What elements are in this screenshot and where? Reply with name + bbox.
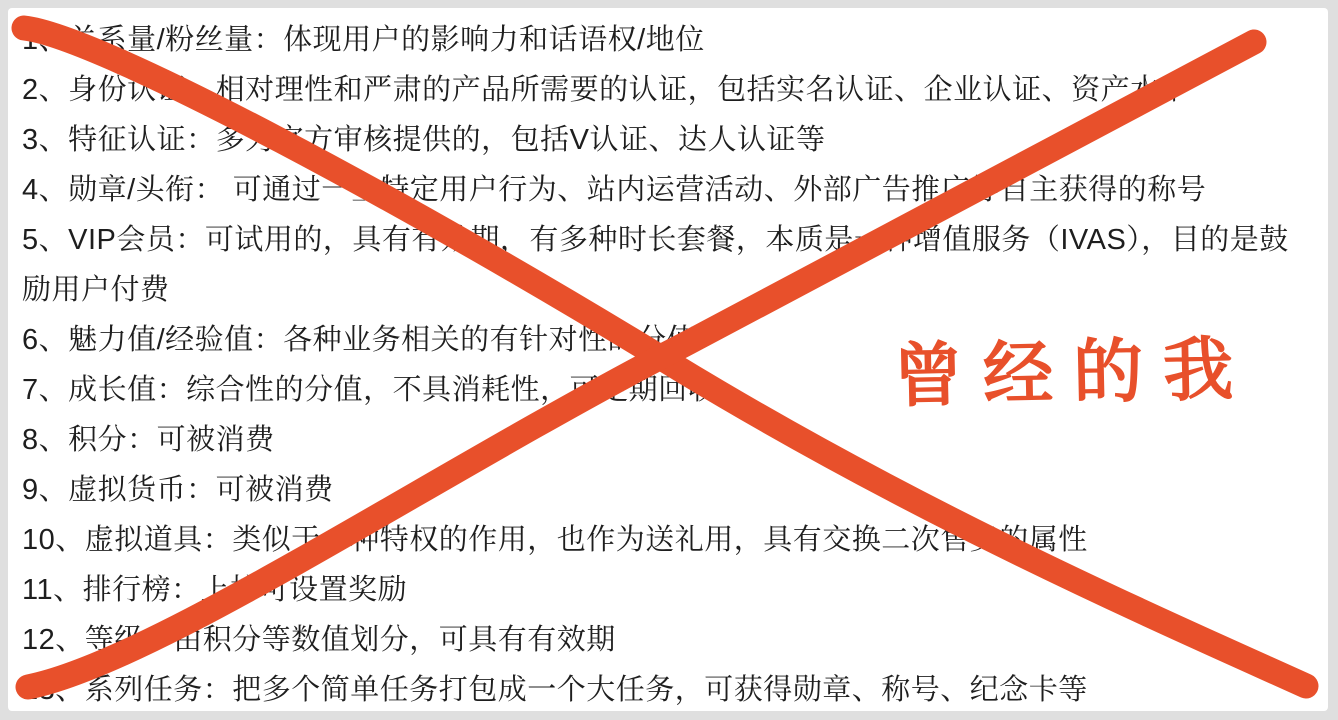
list-item: 3、特征认证：多为官方审核提供的，包括V认证、达人认证等 bbox=[22, 124, 826, 156]
list-item: 7、成长值：综合性的分值，不具消耗性，可定期回收 bbox=[22, 374, 718, 406]
handwritten-annotation: 曾经的我 bbox=[892, 329, 1254, 416]
list-item: 1、关系量/粉丝量：体现用户的影响力和话语权/地位 bbox=[22, 24, 705, 56]
list-item: 10、虚拟道具：类似于一种特权的作用，也作为送礼用，具有交换二次售卖的属性 bbox=[22, 524, 1088, 556]
list-item: 13、系列任务：把多个简单任务打包成一个大任务，可获得勋章、称号、纪念卡等 bbox=[22, 674, 1088, 706]
list-item: 5、VIP会员：可试用的，具有有效期，有多种时长套餐，本质是一种增值服务（IVAS），目的是鼓励用户付费 bbox=[22, 224, 1289, 306]
list-item: 8、积分：可被消费 bbox=[22, 424, 275, 456]
list-item: 9、虚拟货币：可被消费 bbox=[22, 474, 334, 506]
list-item: 2、身份认证：相对理性和严肃的产品所需要的认证，包括实名认证、企业认证、资产水平 bbox=[22, 74, 1190, 106]
list-item: 11、排行榜：上榜可设置奖励 bbox=[22, 574, 408, 606]
list-item: 12、等级：由积分等数值划分，可具有有效期 bbox=[22, 624, 616, 656]
list-item: 4、勋章/头衔： 可通过一些特定用户行为、站内运营活动、外部广告推广等自主获得的称号 bbox=[22, 174, 1207, 206]
list-item: 6、魅力值/经验值：各种业务相关的有针对性的分值 bbox=[22, 324, 697, 356]
